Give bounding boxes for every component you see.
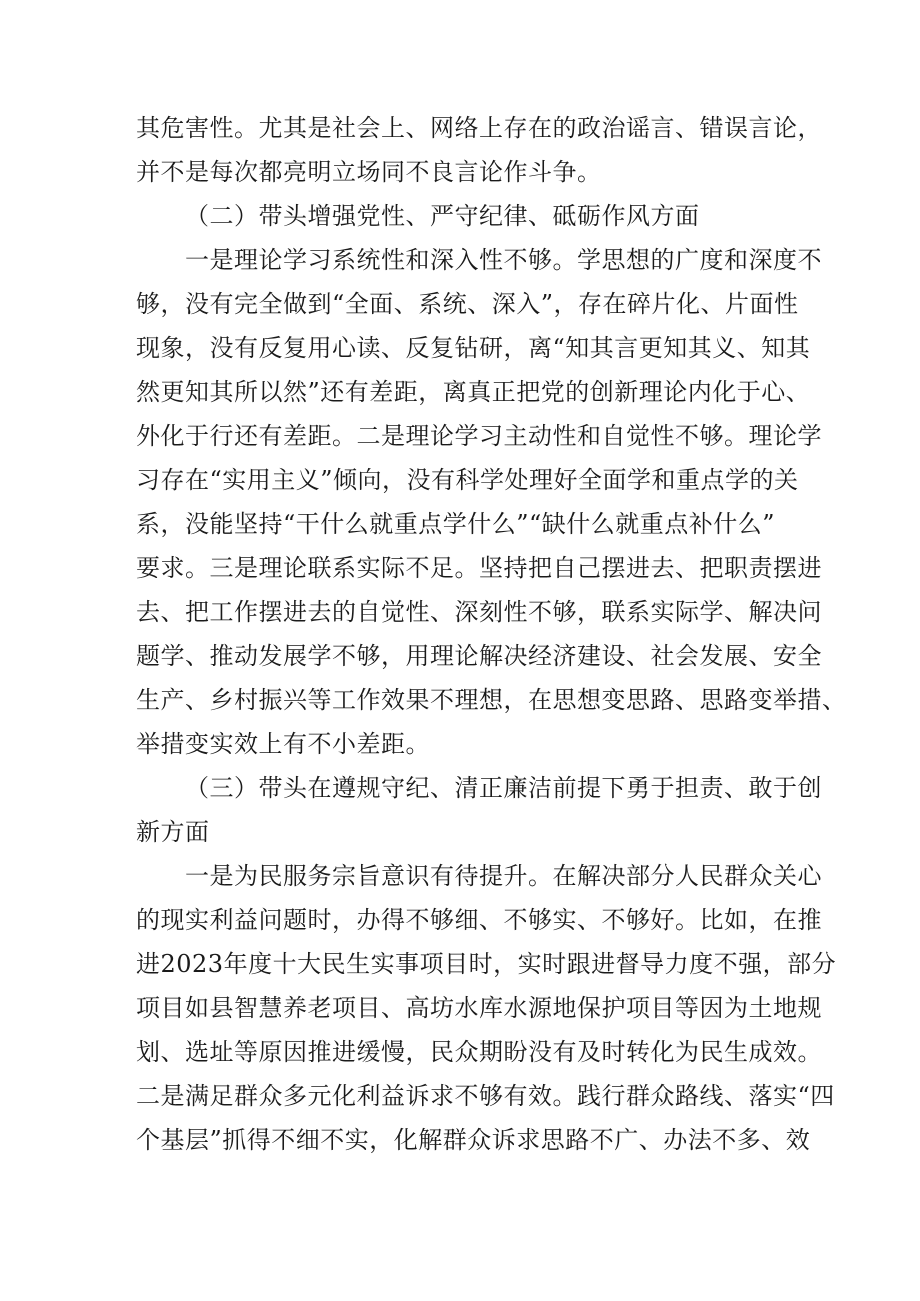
body-text-line: 习存在“实用主义”倾向，没有科学处理好全面学和重点学的关: [136, 466, 799, 494]
body-text-line: 其危害性。尤其是社会上、网络上存在的政治谣言、错误言论，: [136, 114, 822, 142]
body-text-line: 进2023年度十大民生实事项目时，实时跟进督导力度不强，部分: [136, 950, 837, 978]
body-text-line: 生产、乡村振兴等工作效果不理想，在思想变思路、思路变举措、: [136, 686, 847, 714]
body-text-line: 一是为民服务宗旨意识有待提升。在解决部分人民群众关心: [185, 862, 822, 890]
body-text-line: 个基层”抓得不细不实，化解群众诉求思路不广、办法不多、效: [136, 1126, 811, 1154]
body-text-line: 要求。三是理论联系实际不足。坚持把自己摆进去、把职责摆进: [136, 554, 822, 582]
section-heading-2: （二）带头增强党性、严守纪律、砥砺作风方面: [185, 202, 700, 230]
body-text-line: 划、选址等原因推进缓慢，民众期盼没有及时转化为民生成效。: [136, 1038, 822, 1066]
body-text-line: 题学、推动发展学不够，用理论解决经济建设、社会发展、安全: [136, 642, 822, 670]
body-text-line: 的现实利益问题时，办得不够细、不够实、不够好。比如，在推: [136, 906, 822, 934]
body-text-line: 一是理论学习系统性和深入性不够。学思想的广度和深度不: [185, 246, 822, 274]
body-text-line: 系，没能坚持“干什么就重点学什么”“缺什么就重点补什么”: [136, 510, 776, 538]
section-heading-3-continued: 新方面: [136, 818, 210, 846]
body-text-line: 二是满足群众多元化利益诉求不够有效。践行群众路线、落实“四: [136, 1082, 835, 1110]
body-text-line: 外化于行还有差距。二是理论学习主动性和自觉性不够。理论学: [136, 422, 822, 450]
section-heading-3: （三）带头在遵规守纪、清正廉洁前提下勇于担责、敢于创: [185, 774, 822, 802]
body-text-line: 并不是每次都亮明立场同不良言论作斗争。: [136, 158, 602, 186]
body-text-line: 够，没有完全做到“全面、系统、深入”，存在碎片化、片面性: [136, 290, 799, 318]
body-text-line: 去、把工作摆进去的自觉性、深刻性不够，联系实际学、解决问: [136, 598, 822, 626]
body-text-line: 举措变实效上有不小差距。: [136, 730, 430, 758]
body-text-line: 现象，没有反复用心读、反复钻研，离“知其言更知其义、知其: [136, 334, 811, 362]
body-text-line: 项目如县智慧养老项目、高坊水库水源地保护项目等因为土地规: [136, 994, 822, 1022]
body-text-line: 然更知其所以然”还有差距，离真正把党的创新理论内化于心、: [136, 378, 811, 406]
